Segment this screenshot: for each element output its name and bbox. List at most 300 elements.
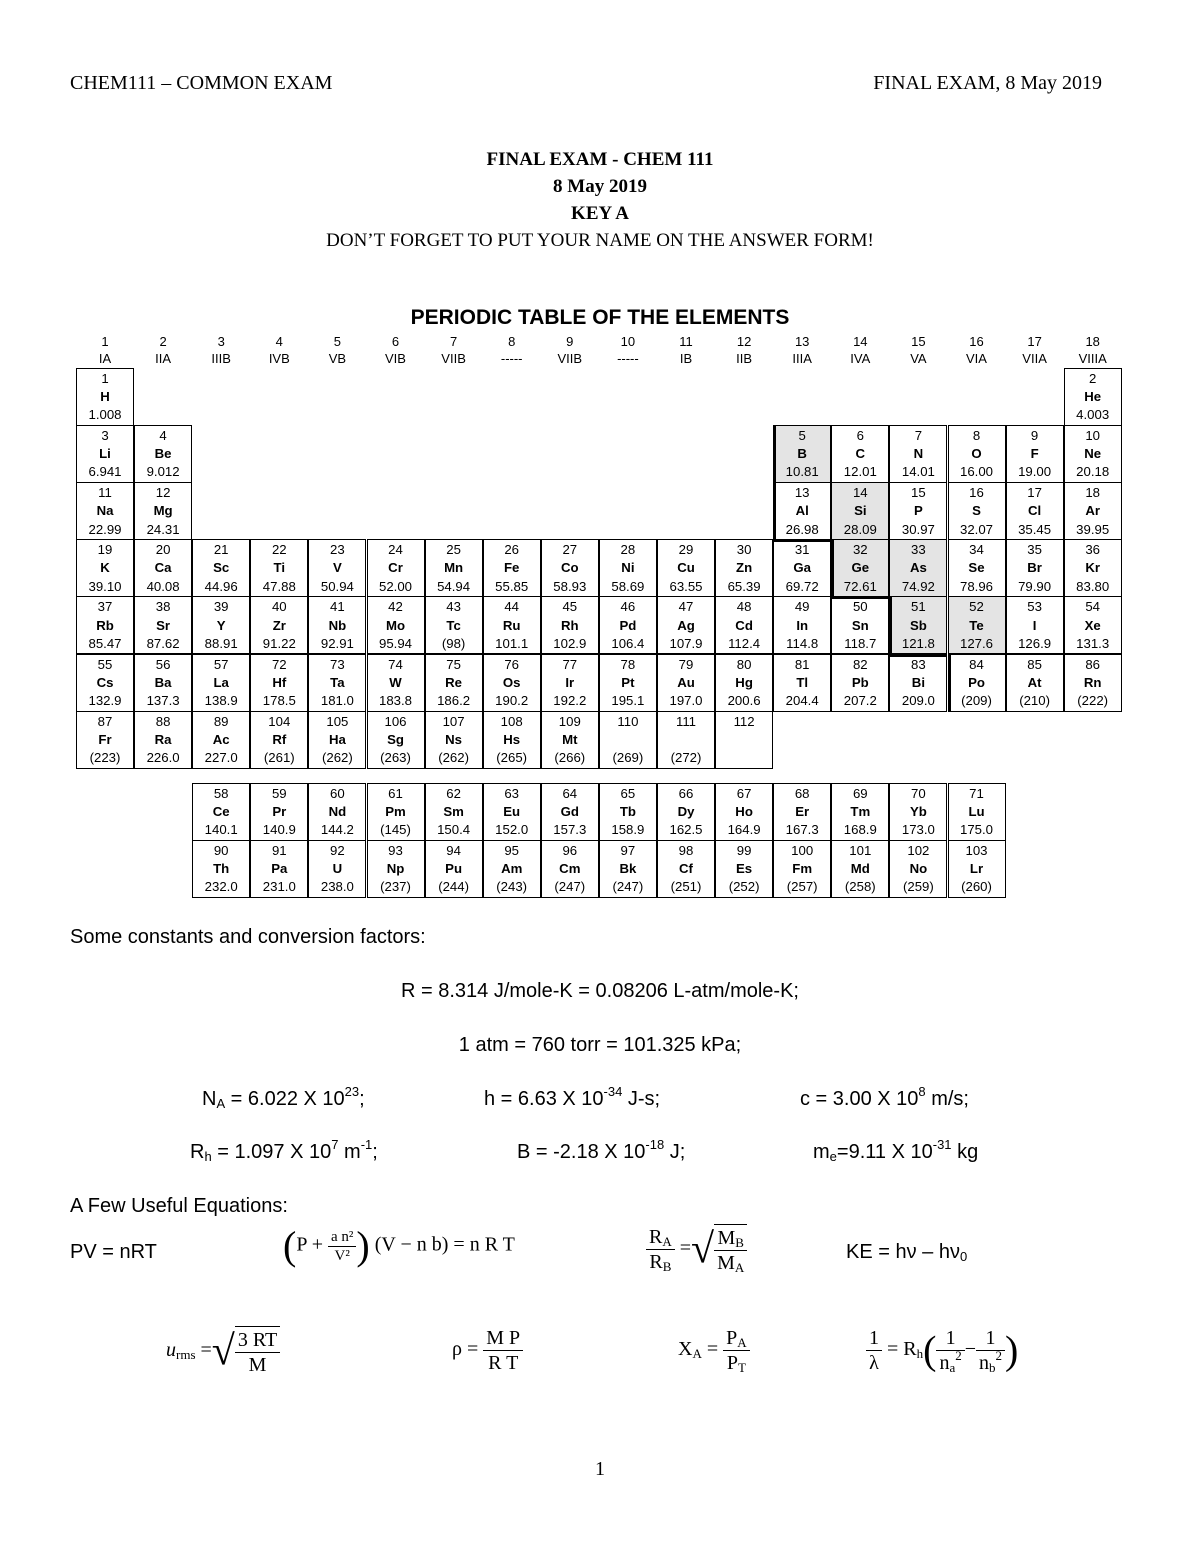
element-symbol: U xyxy=(332,861,343,877)
ideal-gas-equation: PV = nRT xyxy=(70,1241,157,1263)
element-symbol: Ta xyxy=(330,674,345,690)
group-label: ----- xyxy=(500,351,523,366)
metal-nonmetal-divider xyxy=(889,596,892,653)
element-cell xyxy=(308,654,366,712)
element-cell xyxy=(1064,482,1122,540)
element-cell xyxy=(889,482,947,540)
atomic-number: 34 xyxy=(969,542,984,558)
element-cell xyxy=(715,783,773,841)
page-number: 1 xyxy=(595,1458,605,1480)
group-label: VIIB xyxy=(557,351,583,366)
element-symbol: Ce xyxy=(212,804,230,820)
element-symbol: Tc xyxy=(446,617,461,633)
atomic-mass: 200.6 xyxy=(727,692,761,708)
metal-nonmetal-divider xyxy=(889,654,947,657)
element-symbol: Se xyxy=(968,560,985,576)
element-cell xyxy=(250,711,308,769)
atomic-number: 80 xyxy=(736,656,752,672)
atomic-mass: 88.91 xyxy=(204,635,238,651)
element-symbol: Xe xyxy=(1084,617,1101,633)
atomic-mass: 78.96 xyxy=(959,578,993,594)
group-label: VIB xyxy=(385,351,406,366)
element-symbol: Tm xyxy=(850,804,871,820)
element-cell xyxy=(1006,539,1064,597)
atomic-number: 7 xyxy=(914,428,923,444)
atomic-mass: (259) xyxy=(902,879,934,895)
group-label: VB xyxy=(328,351,347,366)
element-symbol: Cs xyxy=(96,674,114,690)
atomic-mass: 20.18 xyxy=(1076,464,1110,480)
atomic-number: 29 xyxy=(678,542,694,558)
atomic-mass: (223) xyxy=(89,749,121,765)
atomic-mass: 101.1 xyxy=(495,635,529,651)
atomic-number: 75 xyxy=(446,656,461,672)
element-cell xyxy=(483,783,541,841)
atomic-number: 2 xyxy=(1089,371,1097,386)
atomic-number: 84 xyxy=(969,656,984,672)
group-header xyxy=(773,333,831,367)
element-cell xyxy=(134,425,192,483)
atomic-mass: 197.0 xyxy=(669,692,703,708)
element-cell xyxy=(425,596,483,654)
atomic-mass: 47.88 xyxy=(262,578,296,594)
element-symbol: Ns xyxy=(445,731,463,747)
atomic-number: 66 xyxy=(678,786,694,801)
atomic-number: 44 xyxy=(504,599,520,615)
atomic-mass: 157.3 xyxy=(553,822,587,838)
element-symbol: Rf xyxy=(272,731,287,747)
element-symbol: K xyxy=(100,560,110,576)
element-cell xyxy=(1006,425,1064,483)
metal-nonmetal-divider xyxy=(948,654,951,711)
element-symbol: W xyxy=(389,674,402,690)
group-number: 7 xyxy=(449,334,458,349)
atomic-number: 98 xyxy=(678,843,694,859)
element-cell xyxy=(483,654,541,712)
atomic-mass: 226.0 xyxy=(146,749,180,765)
atomic-number: 19 xyxy=(97,542,113,558)
group-header xyxy=(657,333,715,367)
avogadro-number: $N_A = 6.022$ X $10^{23}$; xyxy=(202,1084,365,1111)
element-cell xyxy=(192,654,250,712)
element-symbol: Ca xyxy=(154,560,172,576)
element-symbol: H xyxy=(100,389,110,405)
element-cell xyxy=(308,783,366,841)
element-cell xyxy=(76,539,134,597)
element-cell xyxy=(948,596,1006,654)
atomic-number: 20 xyxy=(155,542,171,558)
atomic-number: 101 xyxy=(849,843,872,859)
atomic-mass: (252) xyxy=(728,879,760,895)
atomic-mass: (263) xyxy=(380,749,411,765)
atomic-number: 62 xyxy=(446,786,461,801)
group-header xyxy=(425,333,483,367)
atomic-mass: 28.09 xyxy=(843,521,877,537)
element-symbol: Ha xyxy=(328,731,346,747)
group-label: VIIIA xyxy=(1078,351,1107,366)
atomic-number: 41 xyxy=(330,599,345,615)
atomic-mass: 32.07 xyxy=(959,521,993,537)
element-symbol: C xyxy=(855,446,866,462)
element-symbol: No xyxy=(909,861,928,877)
element-symbol: Mg xyxy=(153,503,173,519)
element-symbol: Co xyxy=(561,560,579,576)
atomic-number: 54 xyxy=(1085,599,1101,615)
element-symbol: Mt xyxy=(562,731,578,747)
atomic-mass: 40.08 xyxy=(146,578,180,594)
atomic-number: 63 xyxy=(504,786,520,801)
atomic-mass: 183.8 xyxy=(378,692,412,708)
element-symbol: Sn xyxy=(851,617,869,633)
element-symbol: Bi xyxy=(911,674,925,690)
atomic-mass: 232.0 xyxy=(204,879,238,895)
planck-constant: h = 6.63 X $10^{-34}$ J-s; xyxy=(484,1084,661,1110)
element-cell xyxy=(599,783,657,841)
element-cell xyxy=(889,539,947,597)
group-number: 3 xyxy=(217,334,225,349)
element-cell xyxy=(889,654,947,712)
atomic-number: 61 xyxy=(388,786,403,801)
group-number: 16 xyxy=(969,334,984,349)
group-label: IVA xyxy=(850,351,871,366)
group-header xyxy=(250,333,308,367)
group-number: 10 xyxy=(620,334,636,349)
element-cell xyxy=(483,840,541,898)
group-number: 8 xyxy=(508,334,516,349)
atomic-number: 78 xyxy=(620,656,636,672)
element-symbol: Bk xyxy=(619,861,637,877)
atomic-mass: 91.22 xyxy=(262,635,296,651)
atomic-number: 64 xyxy=(562,786,578,801)
atomic-number: 106 xyxy=(384,713,407,729)
atomic-number: 28 xyxy=(620,542,636,558)
element-symbol: Lr xyxy=(969,861,984,877)
atomic-mass: 126.9 xyxy=(1018,635,1052,651)
atomic-number: 81 xyxy=(794,656,810,672)
element-cell xyxy=(134,539,192,597)
group-label: IB xyxy=(679,351,693,366)
atomic-number: 52 xyxy=(969,599,984,615)
atomic-mass: (243) xyxy=(496,879,528,895)
atomic-number: 22 xyxy=(271,542,287,558)
element-cell xyxy=(773,539,831,597)
element-cell xyxy=(541,711,599,769)
atomic-number: 68 xyxy=(794,786,810,801)
element-symbol: Pd xyxy=(619,617,637,633)
atomic-mass: 150.4 xyxy=(437,822,471,838)
element-cell xyxy=(367,539,425,597)
atomic-number: 27 xyxy=(562,542,578,558)
element-cell xyxy=(831,539,889,597)
kinetic-energy-equation: KE = hν – $h\nu_0$ xyxy=(846,1241,968,1264)
atomic-number: 104 xyxy=(268,713,291,729)
gas-constant: R = 8.314 J/mole-K = 0.08206 L-atm/mole-K; xyxy=(401,980,799,1002)
group-header xyxy=(541,333,599,367)
atomic-number: 105 xyxy=(326,713,349,729)
atomic-number: 16 xyxy=(969,485,984,501)
atomic-number: 17 xyxy=(1027,485,1042,501)
element-symbol: O xyxy=(971,446,982,462)
element-symbol: As xyxy=(909,560,927,576)
atomic-mass: 79.90 xyxy=(1018,578,1052,594)
element-symbol xyxy=(600,731,656,749)
element-cell xyxy=(1064,368,1122,426)
group-number: 14 xyxy=(853,334,868,349)
exam-key: KEY A xyxy=(571,203,629,224)
element-symbol: Cd xyxy=(735,617,753,633)
mole-fraction-equation: $X_A$ = $\frac{P_A}{P_T}$ xyxy=(678,1326,750,1375)
element-symbol: Te xyxy=(969,617,984,633)
atomic-number: 67 xyxy=(736,786,752,801)
graham-law-equation: $\frac{R_A}{R_B}$ =√ $\frac{M_B}{M_A}$ xyxy=(646,1224,747,1275)
element-symbol: I xyxy=(1032,617,1037,633)
element-cell xyxy=(541,840,599,898)
atomic-mass: 152.0 xyxy=(495,822,529,838)
atomic-number: 99 xyxy=(736,843,752,859)
element-symbol: Cr xyxy=(388,560,403,576)
group-header xyxy=(367,333,425,367)
atomic-mass: (98) xyxy=(441,635,466,651)
atomic-number: 1 xyxy=(101,371,109,386)
element-symbol xyxy=(716,731,772,749)
element-cell xyxy=(948,783,1006,841)
element-symbol: Ti xyxy=(273,560,286,576)
element-cell xyxy=(425,840,483,898)
atomic-number: 26 xyxy=(504,542,520,558)
element-cell xyxy=(250,654,308,712)
group-number: 9 xyxy=(566,334,574,349)
element-symbol: Ne xyxy=(1084,446,1102,462)
atomic-mass: (257) xyxy=(786,879,818,895)
atomic-number: 88 xyxy=(155,713,171,729)
constants-heading: Some constants and conversion factors: xyxy=(70,926,426,948)
element-cell xyxy=(541,539,599,597)
atomic-mass: (258) xyxy=(844,879,876,895)
atomic-number: 15 xyxy=(911,485,926,501)
element-symbol: Cm xyxy=(559,861,581,877)
atomic-mass: 54.94 xyxy=(437,578,471,594)
element-symbol: He xyxy=(1084,389,1102,405)
atomic-number: 5 xyxy=(798,428,806,444)
atomic-number: 77 xyxy=(562,656,578,672)
element-cell xyxy=(367,840,425,898)
atomic-mass: 24.31 xyxy=(146,521,180,537)
element-cell xyxy=(657,840,715,898)
element-cell xyxy=(773,840,831,898)
atomic-number: 51 xyxy=(911,599,926,615)
atomic-mass: 164.9 xyxy=(727,822,761,838)
atomic-mass xyxy=(716,749,772,767)
exam-title: FINAL EXAM - CHEM 111 xyxy=(486,149,714,170)
atomic-number: 82 xyxy=(852,656,868,672)
element-symbol: Th xyxy=(213,861,230,877)
atomic-number: 18 xyxy=(1085,485,1101,501)
element-cell xyxy=(657,711,715,769)
element-symbol: Be xyxy=(154,446,172,462)
atomic-mass: 102.9 xyxy=(553,635,587,651)
element-cell xyxy=(250,539,308,597)
group-number: 1 xyxy=(101,334,109,349)
header-left: CHEM111 – COMMON EXAM xyxy=(70,72,333,94)
element-symbol xyxy=(658,731,714,749)
header-right: FINAL EXAM, 8 May 2019 xyxy=(873,72,1102,94)
element-cell xyxy=(831,482,889,540)
element-symbol: Es xyxy=(736,861,753,877)
group-header xyxy=(1064,333,1122,367)
atomic-mass: 144.2 xyxy=(320,822,354,838)
metal-nonmetal-divider xyxy=(831,596,889,599)
atomic-mass: 106.4 xyxy=(611,635,645,651)
element-cell xyxy=(250,596,308,654)
element-cell xyxy=(425,711,483,769)
group-header xyxy=(1006,333,1064,367)
atomic-number: 33 xyxy=(911,542,926,558)
element-symbol: La xyxy=(213,674,229,690)
element-cell xyxy=(192,596,250,654)
element-cell xyxy=(541,783,599,841)
element-cell xyxy=(425,654,483,712)
atomic-number: 21 xyxy=(213,542,229,558)
atomic-mass: (251) xyxy=(670,879,702,895)
group-header xyxy=(715,333,773,367)
atomic-mass: 87.62 xyxy=(146,635,180,651)
element-cell xyxy=(831,654,889,712)
atomic-number: 86 xyxy=(1085,656,1101,672)
element-symbol: Br xyxy=(1027,560,1042,576)
atomic-number: 6 xyxy=(856,428,864,444)
element-cell xyxy=(831,783,889,841)
element-cell xyxy=(541,596,599,654)
atomic-mass: (244) xyxy=(438,879,469,895)
atomic-mass: 140.1 xyxy=(204,822,238,838)
atomic-mass: 95.94 xyxy=(378,635,412,651)
atomic-number: 30 xyxy=(736,542,752,558)
atomic-mass: 9.012 xyxy=(146,464,180,480)
atomic-number: 58 xyxy=(213,786,229,801)
element-cell xyxy=(192,711,250,769)
atomic-mass: 58.69 xyxy=(611,578,645,594)
atomic-number: 93 xyxy=(388,843,403,859)
atomic-mass: 52.00 xyxy=(378,578,412,594)
group-header xyxy=(483,333,541,367)
atomic-mass: (247) xyxy=(554,879,586,895)
atomic-mass: 178.5 xyxy=(262,692,296,708)
element-cell xyxy=(657,783,715,841)
element-cell xyxy=(715,539,773,597)
atomic-mass: 209.0 xyxy=(901,692,935,708)
element-cell xyxy=(889,840,947,898)
element-symbol: Hg xyxy=(735,674,753,690)
atomic-number: 42 xyxy=(388,599,403,615)
atomic-mass: 118.7 xyxy=(844,635,877,651)
element-cell xyxy=(134,482,192,540)
element-symbol: Nd xyxy=(328,804,347,820)
element-symbol: Ga xyxy=(793,560,811,576)
atomic-number: 72 xyxy=(271,656,287,672)
element-symbol: Ra xyxy=(154,731,172,747)
element-symbol: Zr xyxy=(272,617,286,633)
atomic-number: 111 xyxy=(675,713,697,729)
group-number: 13 xyxy=(794,334,810,349)
element-symbol: Cf xyxy=(679,861,693,877)
atomic-number: 103 xyxy=(965,843,988,859)
atomic-mass: 162.5 xyxy=(669,822,703,838)
atomic-mass: 186.2 xyxy=(437,692,471,708)
element-cell xyxy=(76,654,134,712)
element-cell xyxy=(250,783,308,841)
atomic-mass: 227.0 xyxy=(204,749,238,765)
element-symbol: Fm xyxy=(792,861,813,877)
atomic-mass: 238.0 xyxy=(320,879,354,895)
atomic-number: 71 xyxy=(969,786,984,801)
rydberg-equation: $\frac{1}{\lambda}$ = $R_h$( $\frac{1}{n_a^2}$ − $\frac{1}{n_b^2}$ ) xyxy=(866,1326,1018,1375)
group-number: 2 xyxy=(159,334,167,349)
element-symbol: Rn xyxy=(1083,674,1102,690)
atomic-mass: 138.9 xyxy=(204,692,238,708)
element-symbol: F xyxy=(1030,446,1039,462)
atm-conversion: 1 atm = 760 torr = 101.325 kPa; xyxy=(458,1034,742,1056)
atomic-mass: 83.80 xyxy=(1076,578,1110,594)
atomic-mass: 112.4 xyxy=(728,635,761,651)
group-number: 4 xyxy=(275,334,283,349)
element-symbol: B xyxy=(797,446,807,462)
group-number: 18 xyxy=(1085,334,1100,349)
atomic-number: 112 xyxy=(733,713,755,729)
element-symbol: V xyxy=(332,560,342,576)
element-symbol: Lu xyxy=(968,804,985,820)
atomic-mass: 63.55 xyxy=(669,578,703,594)
element-cell xyxy=(76,425,134,483)
element-symbol: Pm xyxy=(385,804,406,820)
atomic-number: 37 xyxy=(97,599,113,615)
element-symbol: Sc xyxy=(213,560,230,576)
element-symbol: Os xyxy=(502,674,521,690)
element-symbol: Pr xyxy=(272,804,287,820)
equations-heading: A Few Useful Equations: xyxy=(70,1195,288,1217)
atomic-mass: 140.9 xyxy=(262,822,296,838)
element-cell xyxy=(250,840,308,898)
atomic-number: 94 xyxy=(446,843,461,859)
element-cell xyxy=(773,482,831,540)
rms-speed-equation: $u_{rms}$ =√ $\frac{3 RT}{M}$ xyxy=(166,1326,280,1377)
element-symbol: Pb xyxy=(851,674,869,690)
element-cell xyxy=(889,783,947,841)
atomic-number: 31 xyxy=(794,542,810,558)
element-symbol: Tb xyxy=(619,804,636,820)
element-cell xyxy=(715,840,773,898)
atomic-mass: 168.9 xyxy=(843,822,877,838)
group-label: VIIA xyxy=(1022,351,1047,366)
group-label: IIIA xyxy=(792,351,812,366)
element-symbol: Eu xyxy=(503,804,521,820)
element-cell xyxy=(541,654,599,712)
density-equation: ρ = $\frac{\text{M P}}{\text{R T}}$ xyxy=(452,1326,523,1375)
atomic-mass: 195.1 xyxy=(611,692,645,708)
group-label: ----- xyxy=(617,351,639,366)
atomic-mass: 19.00 xyxy=(1018,464,1052,480)
b-constant: B = -2.18 X $10^{-18}$ J; xyxy=(517,1137,686,1163)
element-symbol: Al xyxy=(795,503,809,519)
element-cell xyxy=(948,654,1006,712)
element-cell xyxy=(76,711,134,769)
element-symbol: Sg xyxy=(387,731,404,747)
atomic-mass: 4.003 xyxy=(1076,407,1110,423)
group-label: VIIB xyxy=(441,351,466,366)
element-symbol: Md xyxy=(850,861,870,877)
atomic-mass: 50.94 xyxy=(320,578,354,594)
atomic-number: 79 xyxy=(678,656,694,672)
atomic-number: 107 xyxy=(442,713,465,729)
